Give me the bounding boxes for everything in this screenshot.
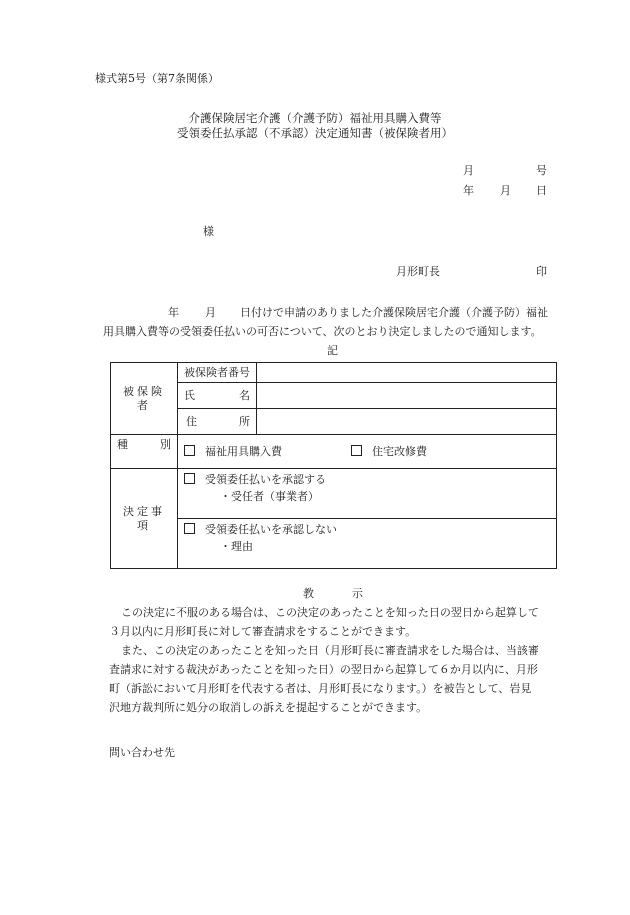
name-value[interactable] [257,383,557,409]
body-year-label: 年 [168,306,179,319]
notice-title-2: 示 [352,587,363,600]
decision-table [110,362,557,569]
reject-label: 受領委任払いを承認しない [205,523,337,536]
approve-checkbox[interactable] [184,473,195,484]
notice-para2-line4: 沢地方裁判所に処分の取消しの訴えを提起することができます。 [109,701,428,714]
name-label: 氏 名 [178,383,257,409]
body-line1-text: 日付けで申請のありました介護保険居宅介護（介護予防）福祉 [240,306,548,319]
reject-sub-label: ・理由 [220,540,253,553]
type-head: 種 別 [111,435,178,469]
date-day-label: 日 [536,184,547,197]
decision-head: 決定事項 [111,469,178,569]
notice-para1-line1: この決定に不服のある場合は、この決定のあったことを知った日の翌日から起算して [121,606,539,619]
contact-label: 問い合わせ先 [109,746,175,759]
notice-title-1: 教 [303,587,314,600]
approve-label: 受領委任払いを承認する [205,473,326,486]
addressee-suffix: 様 [203,225,214,238]
approve-sub-label: ・受任者（事業者） [220,490,319,503]
renovation-option-label: 住宅改修費 [372,444,427,458]
ki-heading: 記 [327,344,338,357]
document-title-line2: 受領委任払承認（不承認）決定通知書（被保険者用） [177,126,453,140]
notice-para2-line1: また、この決定のあったことを知った日（月形町長に審査請求をした場合は、当該審 [121,644,539,657]
document-number-label: 号 [536,164,547,177]
purchase-checkbox[interactable] [184,445,195,456]
reject-checkbox[interactable] [184,523,195,534]
notice-para2-line2: 査請求に対する裁決があったことを知った日）の翌日から起算して６か月以内に、月形 [109,663,538,676]
type-options [178,435,557,469]
reject-cell [178,519,557,569]
body-month-label: 月 [205,306,216,319]
purchase-option-label: 福祉用具購入費 [205,444,282,458]
address-label: 住 所 [178,409,257,435]
date-year-label: 年 [463,184,474,197]
form-number: 様式第5号（第7条関係） [95,72,219,85]
notice-para1-line2: ３月以内に月形町長に対して審査請求をすることができます。 [109,625,417,638]
seal-mark: 印 [536,265,547,278]
date-month2-label: 月 [500,184,511,197]
insured-head: 被保険者 [111,363,178,435]
document-title-line1: 介護保険居宅介護（介護予防）福祉用具購入費等 [188,111,442,125]
body-line2-text: 用具購入費等の受領委任払いの可否について、次のとおり決定しましたので通知します。 [103,325,542,338]
renovation-checkbox[interactable] [351,445,362,456]
issuer-name: 月形町長 [396,265,440,278]
address-value[interactable] [257,409,557,435]
approve-cell [178,469,557,519]
insured-number-label: 被保険者番号 [178,363,257,383]
notice-para2-line3: 町（訴訟において月形町を代表する者は、月形町長になります。）を被告として、岩見 [109,682,532,695]
date-month-label: 月 [463,164,474,177]
insured-number-value[interactable] [257,363,557,383]
